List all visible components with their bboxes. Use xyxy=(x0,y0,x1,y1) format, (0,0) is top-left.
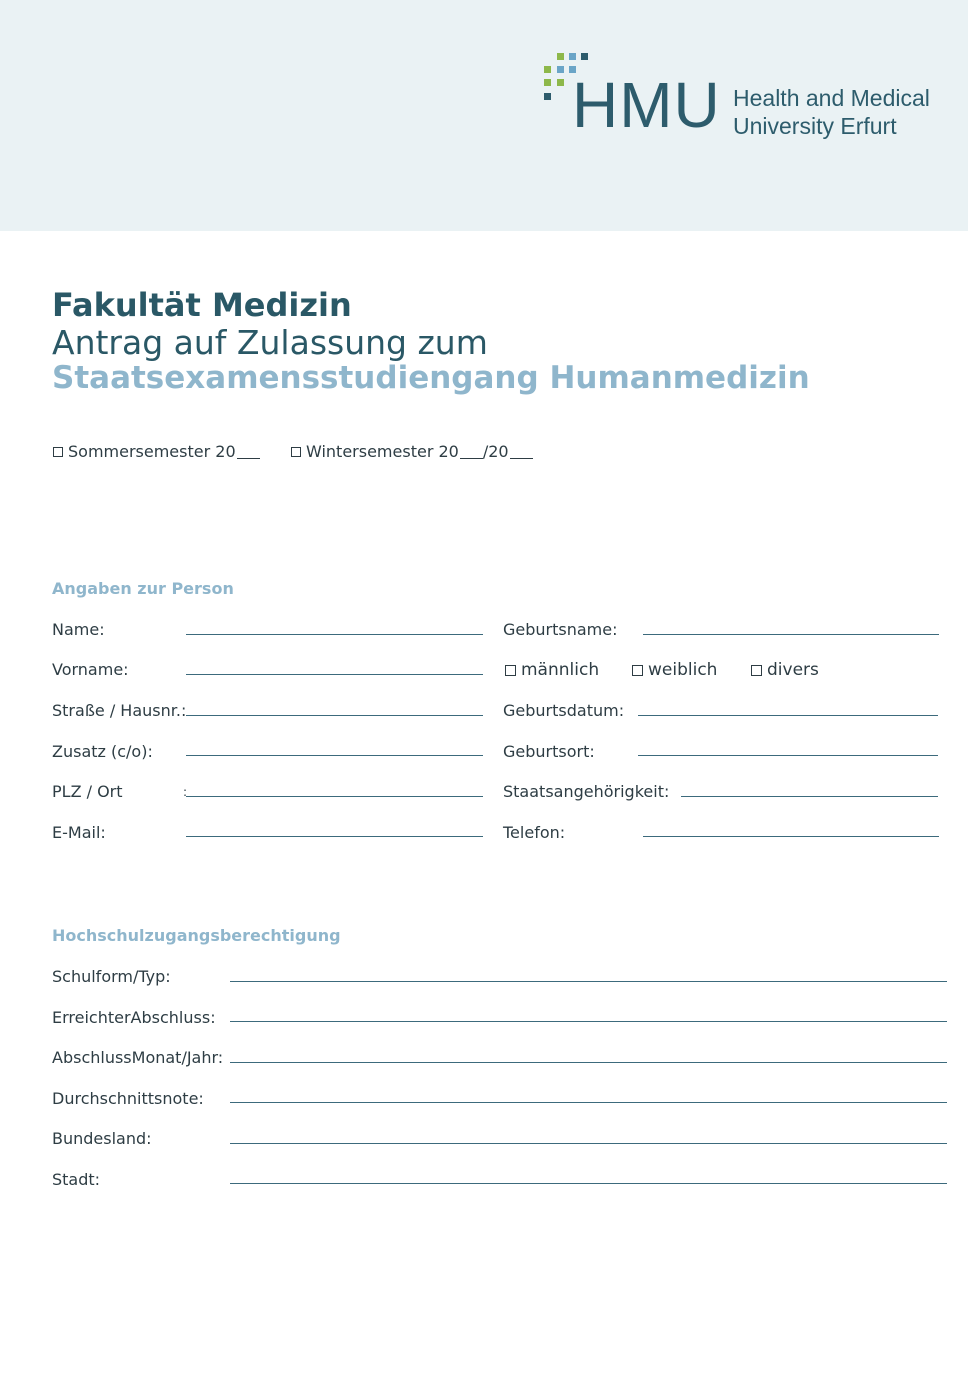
summer-semester-label: Sommersemester 20 xyxy=(68,442,236,461)
school-type-label: Schulform/Typ: xyxy=(52,967,171,986)
name-label: Name: xyxy=(52,620,105,639)
gender-diverse-option[interactable] xyxy=(751,660,819,680)
gender-female-option[interactable] xyxy=(632,660,717,680)
winter-semester-checkbox[interactable] xyxy=(291,447,301,457)
name-field[interactable] xyxy=(186,634,483,635)
header-band xyxy=(0,0,968,231)
summer-year-blank[interactable] xyxy=(237,444,260,459)
street-field[interactable] xyxy=(186,715,483,716)
education-section-heading: Hochschulzugangsberechtigung xyxy=(52,926,341,945)
winter-semester-mid: /20 xyxy=(482,442,509,461)
degree-label: ErreichterAbschluss: xyxy=(52,1008,216,1027)
graduation-date-field[interactable] xyxy=(230,1062,947,1063)
zip-city-field[interactable] xyxy=(186,796,483,797)
birth-place-field[interactable] xyxy=(638,755,938,756)
street-label: Straße / Hausnr.: xyxy=(52,701,187,720)
application-title: Antrag auf Zulassung zum xyxy=(52,323,488,362)
winter-year2-blank[interactable] xyxy=(510,444,533,459)
city-field[interactable] xyxy=(230,1183,947,1184)
birth-name-label: Geburtsname: xyxy=(503,620,618,639)
hmu-logo xyxy=(541,50,941,145)
degree-field[interactable] xyxy=(230,1021,947,1022)
gender-diverse-checkbox[interactable] xyxy=(751,665,762,676)
faculty-title: Fakultät Medizin xyxy=(52,286,352,324)
addition-field[interactable] xyxy=(186,755,483,756)
state-label: Bundesland: xyxy=(52,1129,152,1148)
first-name-field[interactable] xyxy=(186,674,483,675)
person-section-heading: Angaben zur Person xyxy=(52,579,234,598)
birth-place-label: Geburtsort: xyxy=(503,742,595,761)
zip-city-label: PLZ / Ort xyxy=(52,782,123,801)
first-name-label: Vorname: xyxy=(52,660,129,679)
summer-semester-checkbox[interactable] xyxy=(53,447,63,457)
logo-wordmark: HMU xyxy=(572,69,721,141)
email-field[interactable] xyxy=(186,836,483,837)
nationality-label: Staatsangehörigkeit: xyxy=(503,782,670,801)
zip-city-colon: : xyxy=(183,785,188,799)
gender-male-option[interactable] xyxy=(505,660,599,680)
birth-date-field[interactable] xyxy=(638,715,938,716)
school-type-field[interactable] xyxy=(230,981,947,982)
gender-male-checkbox[interactable] xyxy=(505,665,516,676)
graduation-date-label: AbschlussMonat/Jahr: xyxy=(52,1048,224,1067)
birth-date-label: Geburtsdatum: xyxy=(503,701,625,720)
addition-label: Zusatz (c/o): xyxy=(52,742,153,761)
winter-year1-blank[interactable] xyxy=(460,444,483,459)
email-label: E-Mail: xyxy=(52,823,106,842)
birth-name-field[interactable] xyxy=(643,634,939,635)
logo-subtitle-line2: University Erfurt xyxy=(733,113,897,139)
grade-average-field[interactable] xyxy=(230,1102,947,1103)
city-label: Stadt: xyxy=(52,1170,101,1189)
grade-average-label: Durchschnittsnote: xyxy=(52,1089,204,1108)
winter-semester-label: Wintersemester 20 xyxy=(306,442,459,461)
gender-female-label: weiblich xyxy=(648,660,718,680)
winter-semester-option[interactable] xyxy=(291,442,533,461)
gender-female-checkbox[interactable] xyxy=(632,665,643,676)
state-field[interactable] xyxy=(230,1143,947,1144)
summer-semester-option[interactable] xyxy=(53,442,260,461)
nationality-field[interactable] xyxy=(681,796,938,797)
gender-diverse-label: divers xyxy=(767,660,819,680)
program-title: Staatsexamensstudiengang Humanmedizin xyxy=(52,360,810,396)
logo-subtitle-line1: Health and Medical xyxy=(733,85,930,111)
phone-field[interactable] xyxy=(643,836,939,837)
gender-male-label: männlich xyxy=(521,660,600,680)
phone-label: Telefon: xyxy=(503,823,566,842)
